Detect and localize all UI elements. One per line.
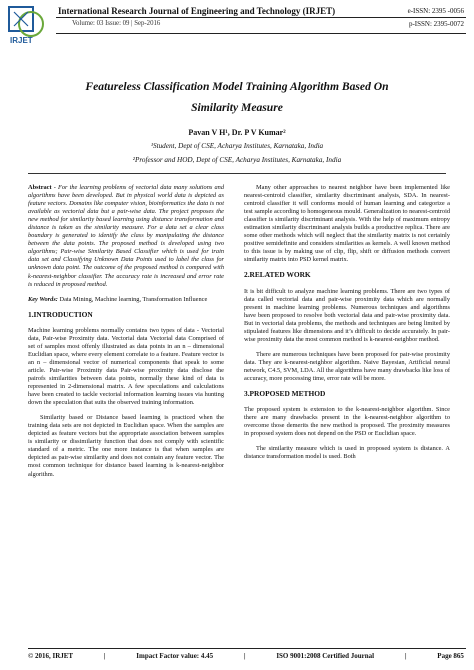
left-column <box>28 184 224 486</box>
proposed-paragraph-1: The proposed system is extension to the k-nearest-neighbor algorithm. Since there are many drawbacks present in the k-nearest-neighbor algorithm to overcome those demerits the new method is proposed. The proximity measures in proposed system does not depend on the PSD or Euclidian space. <box>244 406 450 438</box>
intro-paragraph-1: Machine learning problems normally contains two types of data - Vectorial data, Pair-wise Proximity data. Vectorial data Vectorial data Comprised of set of samples most offenly illustrated as data points in an n – dimensional Euclidian space, where every element correlate to a feature. Feature vector is an n – dimensional vector of numerical components that speak to some article. Pair-wise Proximity data Pair-wise proximity data disclose the pairofs similarities between data points, normally these kind of data is represented in 2-dimensional matrix. A few speculations and calculations have been created to tackle vectorial information learning issues via hunting down the speculation that suits the observed training information. <box>28 326 224 407</box>
eissn: e-ISSN: 2395 -0056 <box>407 7 464 15</box>
pissn: p-ISSN: 2395-0072 <box>408 20 464 28</box>
abstract-label: Abstract <box>28 184 52 191</box>
header-rule <box>56 17 466 18</box>
footer-impact: Impact Factor value: 4.45 <box>136 652 214 660</box>
irjet-logo <box>6 4 52 46</box>
paper-title-line1: Featureless Classification Model Training Algorithm Based On <box>85 80 389 93</box>
authors: Pavan V H¹, Dr. P V Kumar² <box>188 128 286 137</box>
footer: © 2016, IRJET | Impact Factor value: 4.45 | ISO 9001:2008 Certified Journal | Page 865 <box>28 652 464 660</box>
section-3-heading: 3.PROPOSED METHOD <box>244 389 326 399</box>
footer-copyright: © 2016, IRJET <box>28 652 74 660</box>
title-separator <box>28 173 446 174</box>
paper-title-line2: Similarity Measure <box>191 101 283 114</box>
affiliation-1: ¹Student, Dept of CSE, Acharya Institutes, Karnataka, India <box>150 142 324 150</box>
footer-iso: ISO 9001:2008 Certified Journal <box>276 652 375 660</box>
related-paragraph-1: It is bit difficult to analyze machine learning problems. There are two types of data called vectorial data and pair-wise proximity data which are normally present in machine learning problems. Numerous techniques and algorithms have been proposed to resolve both vectorial data and pair-wise proximity data. But in vectorial data problems, the methods and techniques are being limited by stipulated features like dimensions and it’s difficult to decide accurately. In pair-wise proximity data the most common method is k-nearest-neighbor method. <box>244 287 450 343</box>
footer-rule <box>28 648 466 649</box>
journal-volume: Volume: 03 Issue: 09 | Sep-2016 <box>72 20 161 27</box>
footer-page: Page 865 <box>437 652 464 660</box>
abstract-text: - For the learning problems of vectorial data many solutions and algorithms have been developed. But in physical world data is depicted as feature vectors. Domains like computer vision, bioinformatics the data is not available as vectorial data but a pair-wise data. The project proposes the new method for similarity based learning using distance transformation and distance is taken as the similarity measure. For a data set a clear class boundary is generated to identify the class by manipulating the distance between the data points. The proposed method is developed using two algorithms; Pair-wise Similarity Based Classifier which is used for train data set and Classifying Unknown Data Points used to label the class for unknown data point. The outcome of the proposed method is compared with k-nearest-neighbor classifier. The accuracy rate is increased and error rate is reduced in proposed method. <box>28 184 224 288</box>
abstract <box>28 184 224 289</box>
section-1-heading: 1.INTRODUCTION <box>28 309 93 319</box>
right-paragraph-1: Many other approaches to nearest neighbor have been implemented like nearest-centroid classifier, similarity discriminant analysis, SDA. In nearest-centroid classifier it will conforms mould of human learning and categorize a test sample according to homogeneous mould. Generalization to nearest-centroid classifier is similarity discriminant analysis. With the help of maximum entropy estimation similarity discriminant analysis builds a productive replica. There are some other methods which will neglect that the similarity matrix is not certainly positive semidefinite and considers similarities as kernels. A well known method to this issue is by making use of clip, flip, shift or diffusion methods convert similarity matrix into PSD kernel matrix. <box>244 184 450 264</box>
logo-text: IRJET <box>10 36 33 45</box>
right-column <box>244 184 450 468</box>
related-paragraph-2: There are numerous techniques have been proposed for pair-wise proximity data. They are k-nearest-neighbor algorithm. Naive Bayesian, Artificial neural network, C4.5, SVM, LDA. All the algorithms have many drawbacks like loss of accuracy, more processing time, error rate will be more. <box>244 350 450 382</box>
intro-paragraph-2: Similarity based or Distance based learning is practiced when the training data sets are not depicted in Euclidian space. When the samples are depicted as feature vectors but the appropriate association between samples is similarity or dissimilarity function that does not comply with scientific standard of a metric. The one more instance is that when samples are depicted as pair-wise similarity and does not contain any feature vector. The most common technique for distance based learning is k-nearest-neighbor algorithm. <box>28 414 224 478</box>
proposed-paragraph-2: The similarity measure which is used in proposed system is distance. A distance transformation model is used. Both <box>244 445 450 461</box>
affiliation-2: ²Professor and HOD, Dept of CSE, Acharya Institutes, Karnataka, India <box>132 156 342 164</box>
section-2-heading: 2.RELATED WORK <box>244 270 311 280</box>
header-rule-bottom <box>56 33 466 34</box>
keywords <box>28 296 224 304</box>
keywords-label: Key Words: <box>28 295 58 303</box>
journal-name: International Research Journal of Engineering and Technology (IRJET) <box>58 6 336 16</box>
keywords-text: Data Mining, Machine learning, Transformation Influence <box>57 295 208 303</box>
